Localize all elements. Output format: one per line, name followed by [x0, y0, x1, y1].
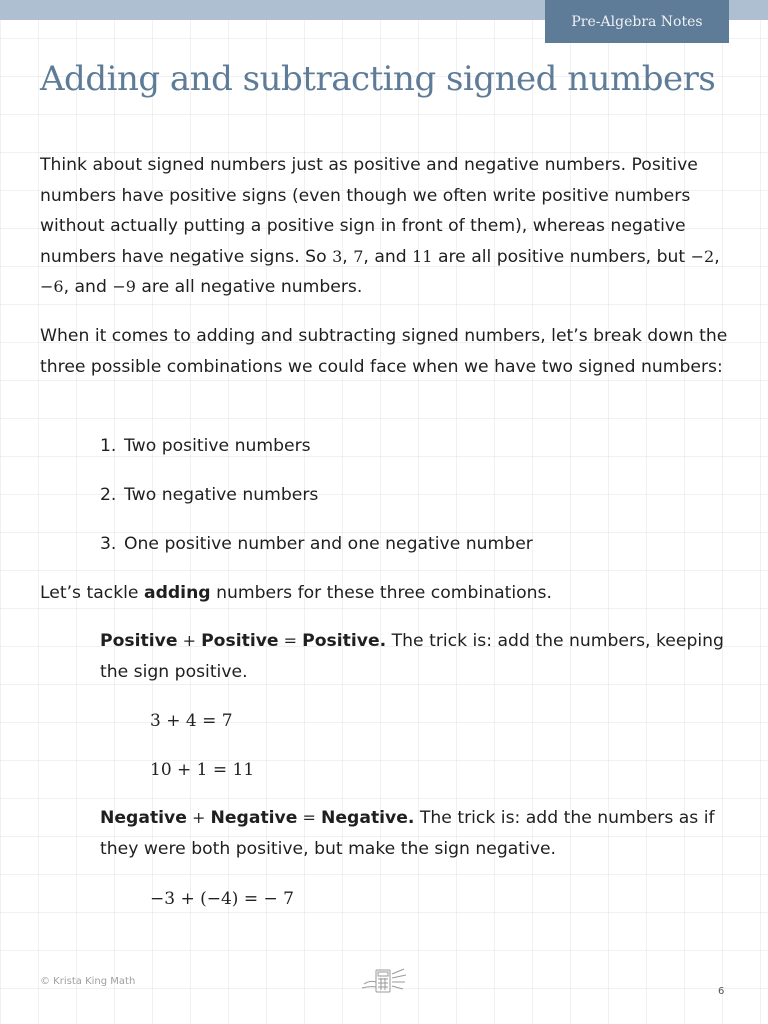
example-equation-1: 3 + 4 = 7 [150, 711, 233, 731]
intro-comma-2: , [714, 246, 720, 267]
rule-positive-result: Positive. [302, 631, 387, 651]
header-tab-label: Pre-Algebra Notes [571, 13, 703, 30]
list-number: 2. [100, 485, 117, 505]
adding-intro-post: numbers for these three combinations. [210, 583, 552, 603]
math-neg-9: −9 [112, 277, 136, 296]
rule-negative [100, 803, 740, 864]
adding-keyword: adding [143, 583, 211, 603]
math-3: 3 [332, 246, 343, 266]
intro-and-1: , and [363, 246, 413, 267]
math-neg-6: −6 [40, 277, 64, 296]
intro-text-1: Think about signed numbers just as positive and negative numbers. Positive numbers have positive signs (even though we often write positive numbers without actually putting a positive sign in front of them), whereas negative numbers have negative signs. So [40, 155, 698, 267]
intro-comma-1: , [342, 246, 354, 267]
list-text: One positive number and one negative number [124, 534, 533, 554]
page-number: 6 [718, 986, 725, 997]
adding-intro-pre: Let’s tackle [40, 583, 144, 603]
rule-positive-plus: + [177, 631, 202, 650]
adding-intro [40, 578, 740, 609]
list-item [100, 431, 533, 480]
combinations-paragraph: When it comes to adding and subtracting signed numbers, let’s break down the three possible combinations we could face when we have two signed numbers: [40, 326, 728, 377]
rule-negative-term-2: Negative [210, 808, 298, 828]
rule-positive-text: The trick is: add the numbers, keeping the sign positive. [100, 631, 724, 682]
rule-positive-equals: = [278, 631, 303, 650]
rule-negative-result: Negative. [321, 808, 415, 828]
header-tab [545, 0, 729, 43]
intro-text-2: are all positive numbers, but [432, 246, 691, 267]
intro-and-2: , and [63, 277, 113, 297]
example-equation-2: 10 + 1 = 11 [150, 760, 255, 780]
footer-copyright: © Krista King Math [40, 976, 136, 987]
rule-positive [100, 626, 740, 687]
rule-positive-term-2: Positive [201, 631, 279, 651]
list-text: Two negative numbers [124, 485, 319, 505]
calculator-logo-icon [360, 966, 410, 996]
math-7: 7 [353, 246, 364, 266]
page-title: Adding and subtracting signed numbers [40, 59, 716, 99]
rule-positive-term-1: Positive [100, 631, 178, 651]
list-item [100, 529, 533, 578]
math-neg-2: −2 [690, 246, 715, 266]
list-number: 3. [100, 534, 117, 554]
math-11: 11 [412, 246, 433, 266]
example-equation-3: −3 + (−4) = − 7 [150, 889, 294, 909]
list-item [100, 480, 533, 529]
rule-negative-plus: + [186, 808, 211, 827]
intro-paragraph [40, 150, 740, 303]
combinations-list [100, 431, 533, 578]
rule-negative-term-1: Negative [100, 808, 187, 828]
rule-negative-text: The trick is: add the numbers as if they were both positive, but make the sign negative. [100, 808, 715, 859]
rule-negative-equals: = [297, 808, 321, 827]
intro-text-3: are all negative numbers. [135, 277, 363, 297]
list-text: Two positive numbers [124, 436, 311, 456]
list-number: 1. [100, 436, 117, 456]
